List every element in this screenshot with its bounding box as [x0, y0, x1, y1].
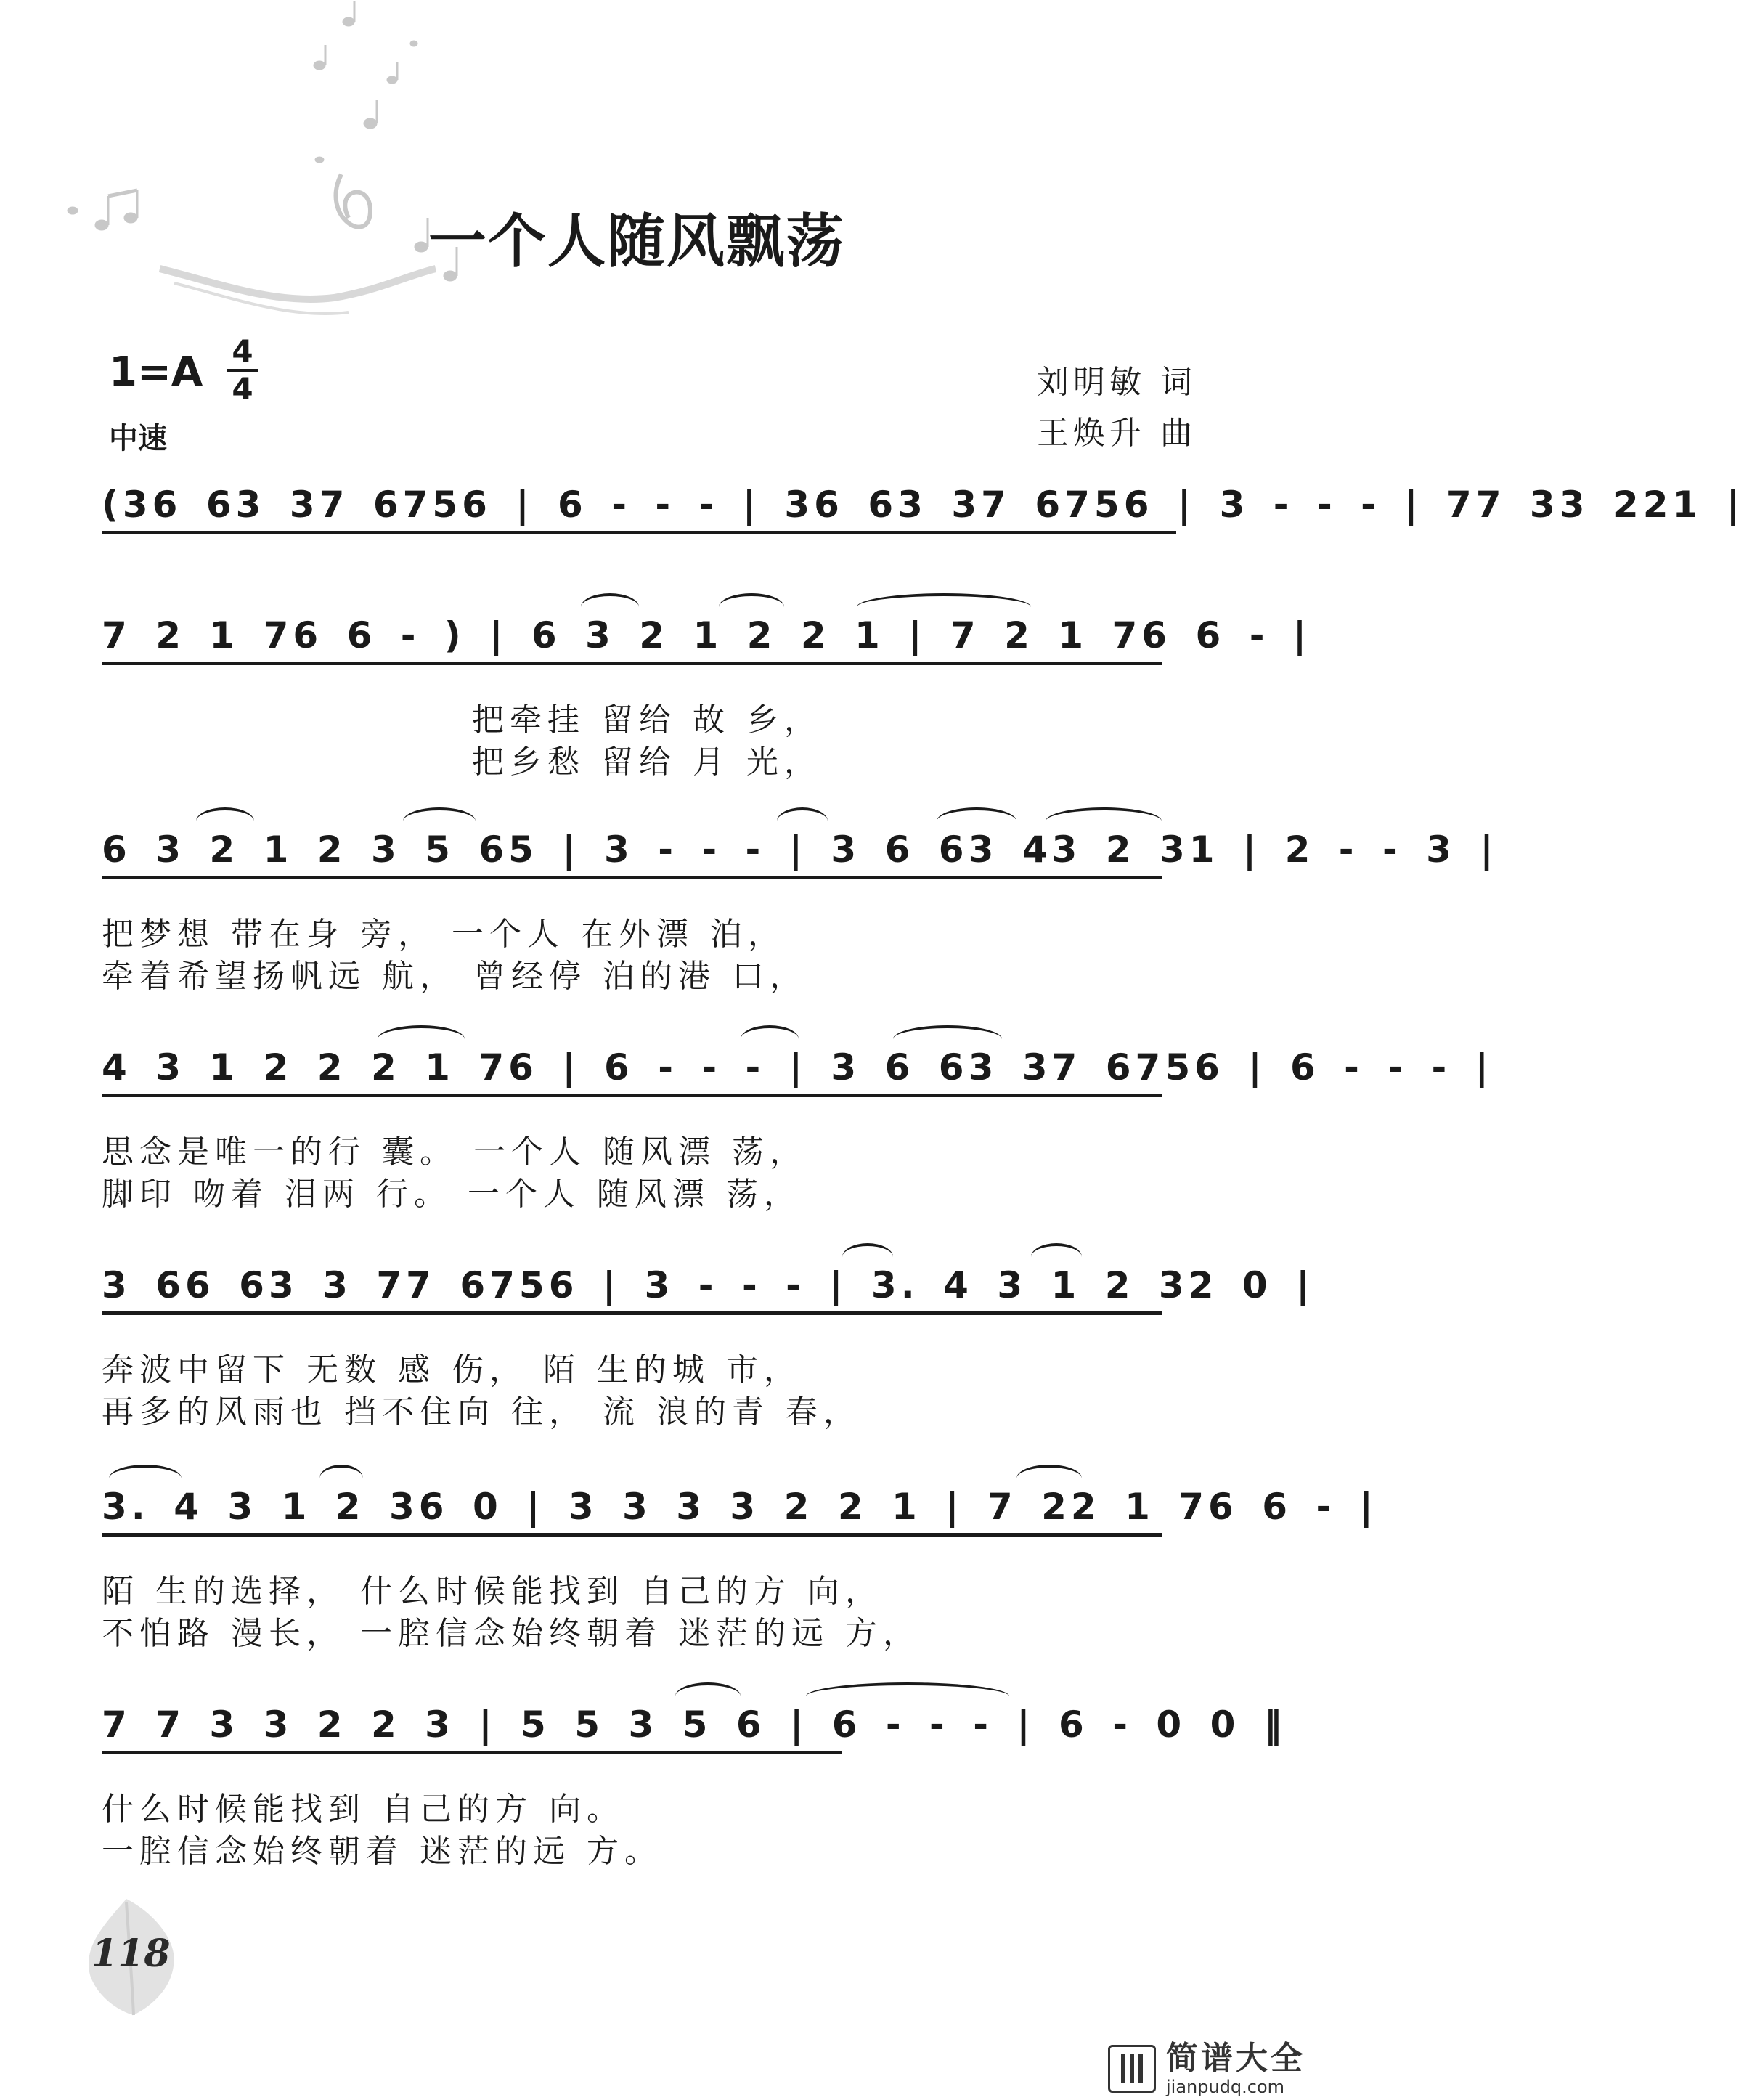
beam-underline — [102, 1094, 1162, 1097]
notation-line: 4 3 1 2 2 2 1 76 | 6 - - - | 3 6 63 37 6756 | 6 - - - | — [102, 1046, 1493, 1088]
notation-line: 3. 4 3 1 2 36 0 | 3 3 3 3 2 2 1 | 7 22 1 76 6 - | — [102, 1486, 1377, 1528]
notation-line: 7 7 3 3 2 2 3 | 5 5 3 5 6 | 6 - - - | 6 - 0 0 ‖ — [102, 1704, 1287, 1746]
tempo-marking: 中速 — [109, 422, 167, 455]
lyrics-verse-1: 把牵挂 留给 故 乡， — [472, 701, 822, 738]
lyricist-credit: 刘明敏 词 — [1037, 364, 1197, 401]
piano-keys-icon — [1108, 2045, 1156, 2093]
page-number: 118 — [91, 1932, 171, 1976]
watermark-url: jianpudq.com — [1166, 2077, 1285, 2097]
lyrics-verse-2: 脚印 吻着 泪两 行。 一个人 随风漂 荡， — [102, 1176, 802, 1213]
beam-underline — [102, 1311, 1162, 1315]
time-signature-top: 4 — [232, 333, 253, 369]
lyrics-verse-1: 把梦想 带在身 旁， 一个人 在外漂 泊， — [102, 916, 786, 953]
watermark — [1108, 2040, 1305, 2097]
lyrics-verse-2: 把乡愁 留给 月 光， — [472, 744, 822, 781]
lyrics-verse-2: 不怕路 漫长， 一腔信念始终朝着 迷茫的远 方， — [102, 1615, 921, 1652]
song-title: 一个人随风飘荡 — [428, 207, 845, 275]
lyrics-verse-1: 奔波中留下 无数 感 伤， 陌 生的城 市， — [102, 1351, 802, 1388]
music-notes-decoration — [29, 0, 508, 334]
notation-line: 7 2 1 76 6 - ) | 6 3 2 1 2 2 1 | 7 2 1 76 6 - | — [102, 614, 1311, 656]
lyrics-verse-1: 陌 生的选择， 什么时候能找到 自己的方 向， — [102, 1573, 883, 1610]
key-signature: 1=A — [109, 349, 203, 396]
time-signature-bottom: 4 — [232, 371, 253, 407]
beam-underline — [102, 876, 1162, 879]
notation-line: 3 66 63 3 77 6756 | 3 - - - | 3. 4 3 1 2 32 0 | — [102, 1264, 1314, 1306]
notation-line: 6 3 2 1 2 3 5 65 | 3 - - - | 3 6 63 43 2 31 | 2 - - 3 | — [102, 829, 1498, 871]
watermark-name: 简谱大全 — [1166, 2040, 1305, 2077]
lyrics-verse-2: 牵着希望扬帆远 航， 曾经停 泊的港 口， — [102, 958, 807, 995]
lyrics-verse-2: 再多的风雨也 挡不住向 往， 流 浪的青 春， — [102, 1393, 861, 1430]
beam-underline — [102, 1533, 1162, 1537]
lyrics-verse-1: 什么时候能找到 自己的方 向。 — [102, 1791, 624, 1828]
lyrics-verse-2: 一腔信念始终朝着 迷茫的远 方。 — [102, 1833, 662, 1870]
beam-underline — [102, 531, 1176, 534]
composer-credit: 王焕升 曲 — [1037, 415, 1197, 452]
beam-underline — [102, 662, 1162, 665]
beam-underline — [102, 1751, 842, 1754]
time-signature — [227, 335, 258, 405]
notation-line: (36 63 37 6756 | 6 - - - | 36 63 37 6756 | 3 - - - | 77 33 221 | — [102, 484, 1744, 526]
lyrics-verse-1: 思念是唯一的行 囊。 一个人 随风漂 荡， — [102, 1134, 807, 1171]
